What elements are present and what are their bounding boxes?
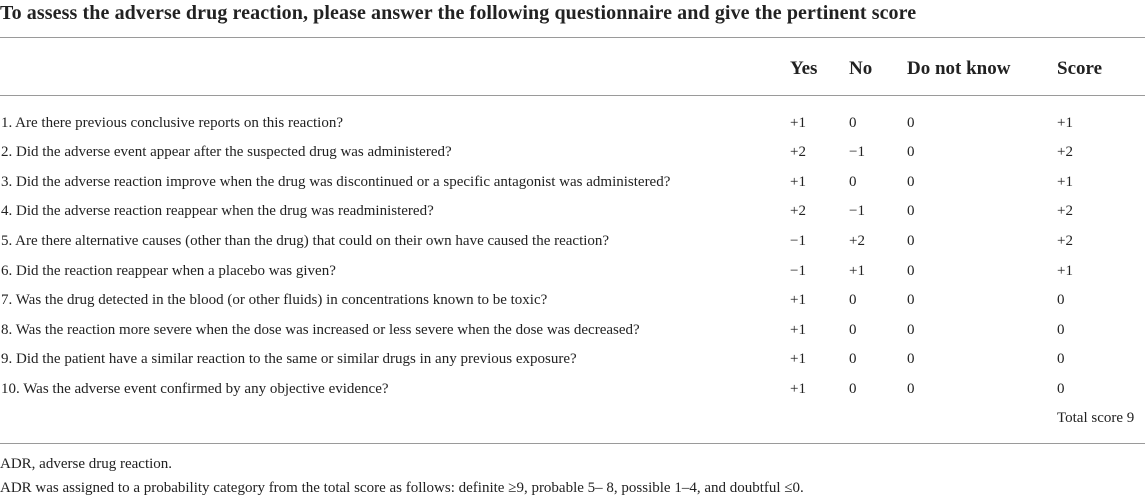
cell-do-not-know: 0	[907, 351, 915, 368]
table-row	[0, 316, 1145, 346]
cell-question: 8. Was the reaction more severe when the dose was increased or less severe when the dose was decreased?	[1, 321, 640, 338]
cell-score: 0	[1057, 292, 1065, 309]
table-caption: To assess the adverse drug reaction, please answer the following questionnaire and give the pertinent score	[0, 2, 917, 24]
cell-do-not-know: 0	[907, 262, 915, 279]
header-row	[0, 38, 1145, 97]
header-do-not-know: Do not know	[907, 57, 1011, 79]
cell-question: 3. Did the adverse reaction improve when the drug was discontinued or a specific antagonist was administered?	[1, 173, 671, 190]
cell-do-not-know: 0	[907, 203, 915, 220]
empty-cell	[0, 404, 790, 433]
cell-no: 0	[849, 292, 857, 309]
cell-question: 9. Did the patient have a similar reaction to the same or similar drugs in any previous exposure?	[1, 351, 577, 368]
questionnaire-table	[0, 38, 1145, 433]
cell-yes: +1	[790, 351, 806, 368]
table-row	[0, 168, 1145, 198]
table-row	[0, 227, 1145, 257]
cell-yes: +2	[790, 144, 806, 161]
cell-question: 4. Did the adverse reaction reappear when the drug was readministered?	[1, 203, 434, 220]
cell-no: 0	[849, 351, 857, 368]
total-row	[0, 404, 1145, 433]
cell-score: +2	[1057, 233, 1073, 250]
empty-cell	[907, 404, 1057, 433]
table-row	[0, 138, 1145, 168]
cell-do-not-know: 0	[907, 173, 915, 190]
cell-question: 6. Did the reaction reappear when a placebo was given?	[1, 262, 336, 279]
table-row	[0, 197, 1145, 227]
empty-cell	[849, 404, 907, 433]
cell-do-not-know: 0	[907, 381, 915, 398]
table-row	[0, 345, 1145, 375]
table-row	[0, 97, 1145, 138]
cell-yes: +1	[790, 292, 806, 309]
cell-score: 0	[1057, 381, 1065, 398]
cell-no: +1	[849, 262, 865, 279]
table-row	[0, 286, 1145, 316]
cell-do-not-know: 0	[907, 115, 915, 131]
cell-yes: −1	[790, 262, 806, 279]
header-yes: Yes	[790, 57, 818, 79]
cell-yes: +2	[790, 203, 806, 220]
cell-do-not-know: 0	[907, 321, 915, 338]
cell-no: 0	[849, 173, 857, 190]
cell-question: 10. Was the adverse event confirmed by any objective evidence?	[1, 381, 389, 398]
cell-no: 0	[849, 115, 857, 131]
table-row	[0, 375, 1145, 405]
cell-no: +2	[849, 233, 865, 250]
empty-cell	[790, 404, 849, 433]
cell-score: +1	[1057, 115, 1073, 131]
cell-do-not-know: 0	[907, 292, 915, 309]
table-row	[0, 256, 1145, 286]
cell-no: −1	[849, 144, 865, 161]
header-no: No	[849, 57, 873, 79]
cell-yes: +1	[790, 115, 806, 131]
header-question	[0, 38, 790, 97]
cell-score: +1	[1057, 173, 1073, 190]
header-score: Score	[1057, 57, 1103, 79]
cell-score: +2	[1057, 144, 1073, 161]
cell-yes: +1	[790, 173, 806, 190]
cell-do-not-know: 0	[907, 144, 915, 161]
cell-score: 0	[1057, 321, 1065, 338]
cell-no: 0	[849, 381, 857, 398]
cell-score: +1	[1057, 262, 1073, 279]
cell-yes: +1	[790, 321, 806, 338]
footnote-categories: ADR was assigned to a probability category from the total score as follows: definite ≥9, probable 5– 8, possible 1–4, and doubtful ≤0.	[0, 480, 804, 496]
cell-no: 0	[849, 321, 857, 338]
footnote-abbreviation: ADR, adverse drug reaction.	[0, 456, 173, 472]
cell-score: 0	[1057, 351, 1065, 368]
total-score: Total score 9	[1057, 410, 1135, 427]
cell-question: 1. Are there previous conclusive reports on this reaction?	[1, 115, 343, 131]
cell-score: +2	[1057, 203, 1073, 220]
bottom-rule	[0, 443, 1145, 444]
cell-question: 2. Did the adverse event appear after the suspected drug was administered?	[1, 144, 452, 161]
cell-do-not-know: 0	[907, 233, 915, 250]
cell-no: −1	[849, 203, 865, 220]
cell-yes: +1	[790, 381, 806, 398]
cell-yes: −1	[790, 233, 806, 250]
cell-question: 5. Are there alternative causes (other than the drug) that could on their own have caused the reaction?	[1, 233, 610, 250]
table-footnotes	[0, 452, 804, 500]
cell-question: 7. Was the drug detected in the blood (or other fluids) in concentrations known to be toxic?	[1, 292, 548, 309]
